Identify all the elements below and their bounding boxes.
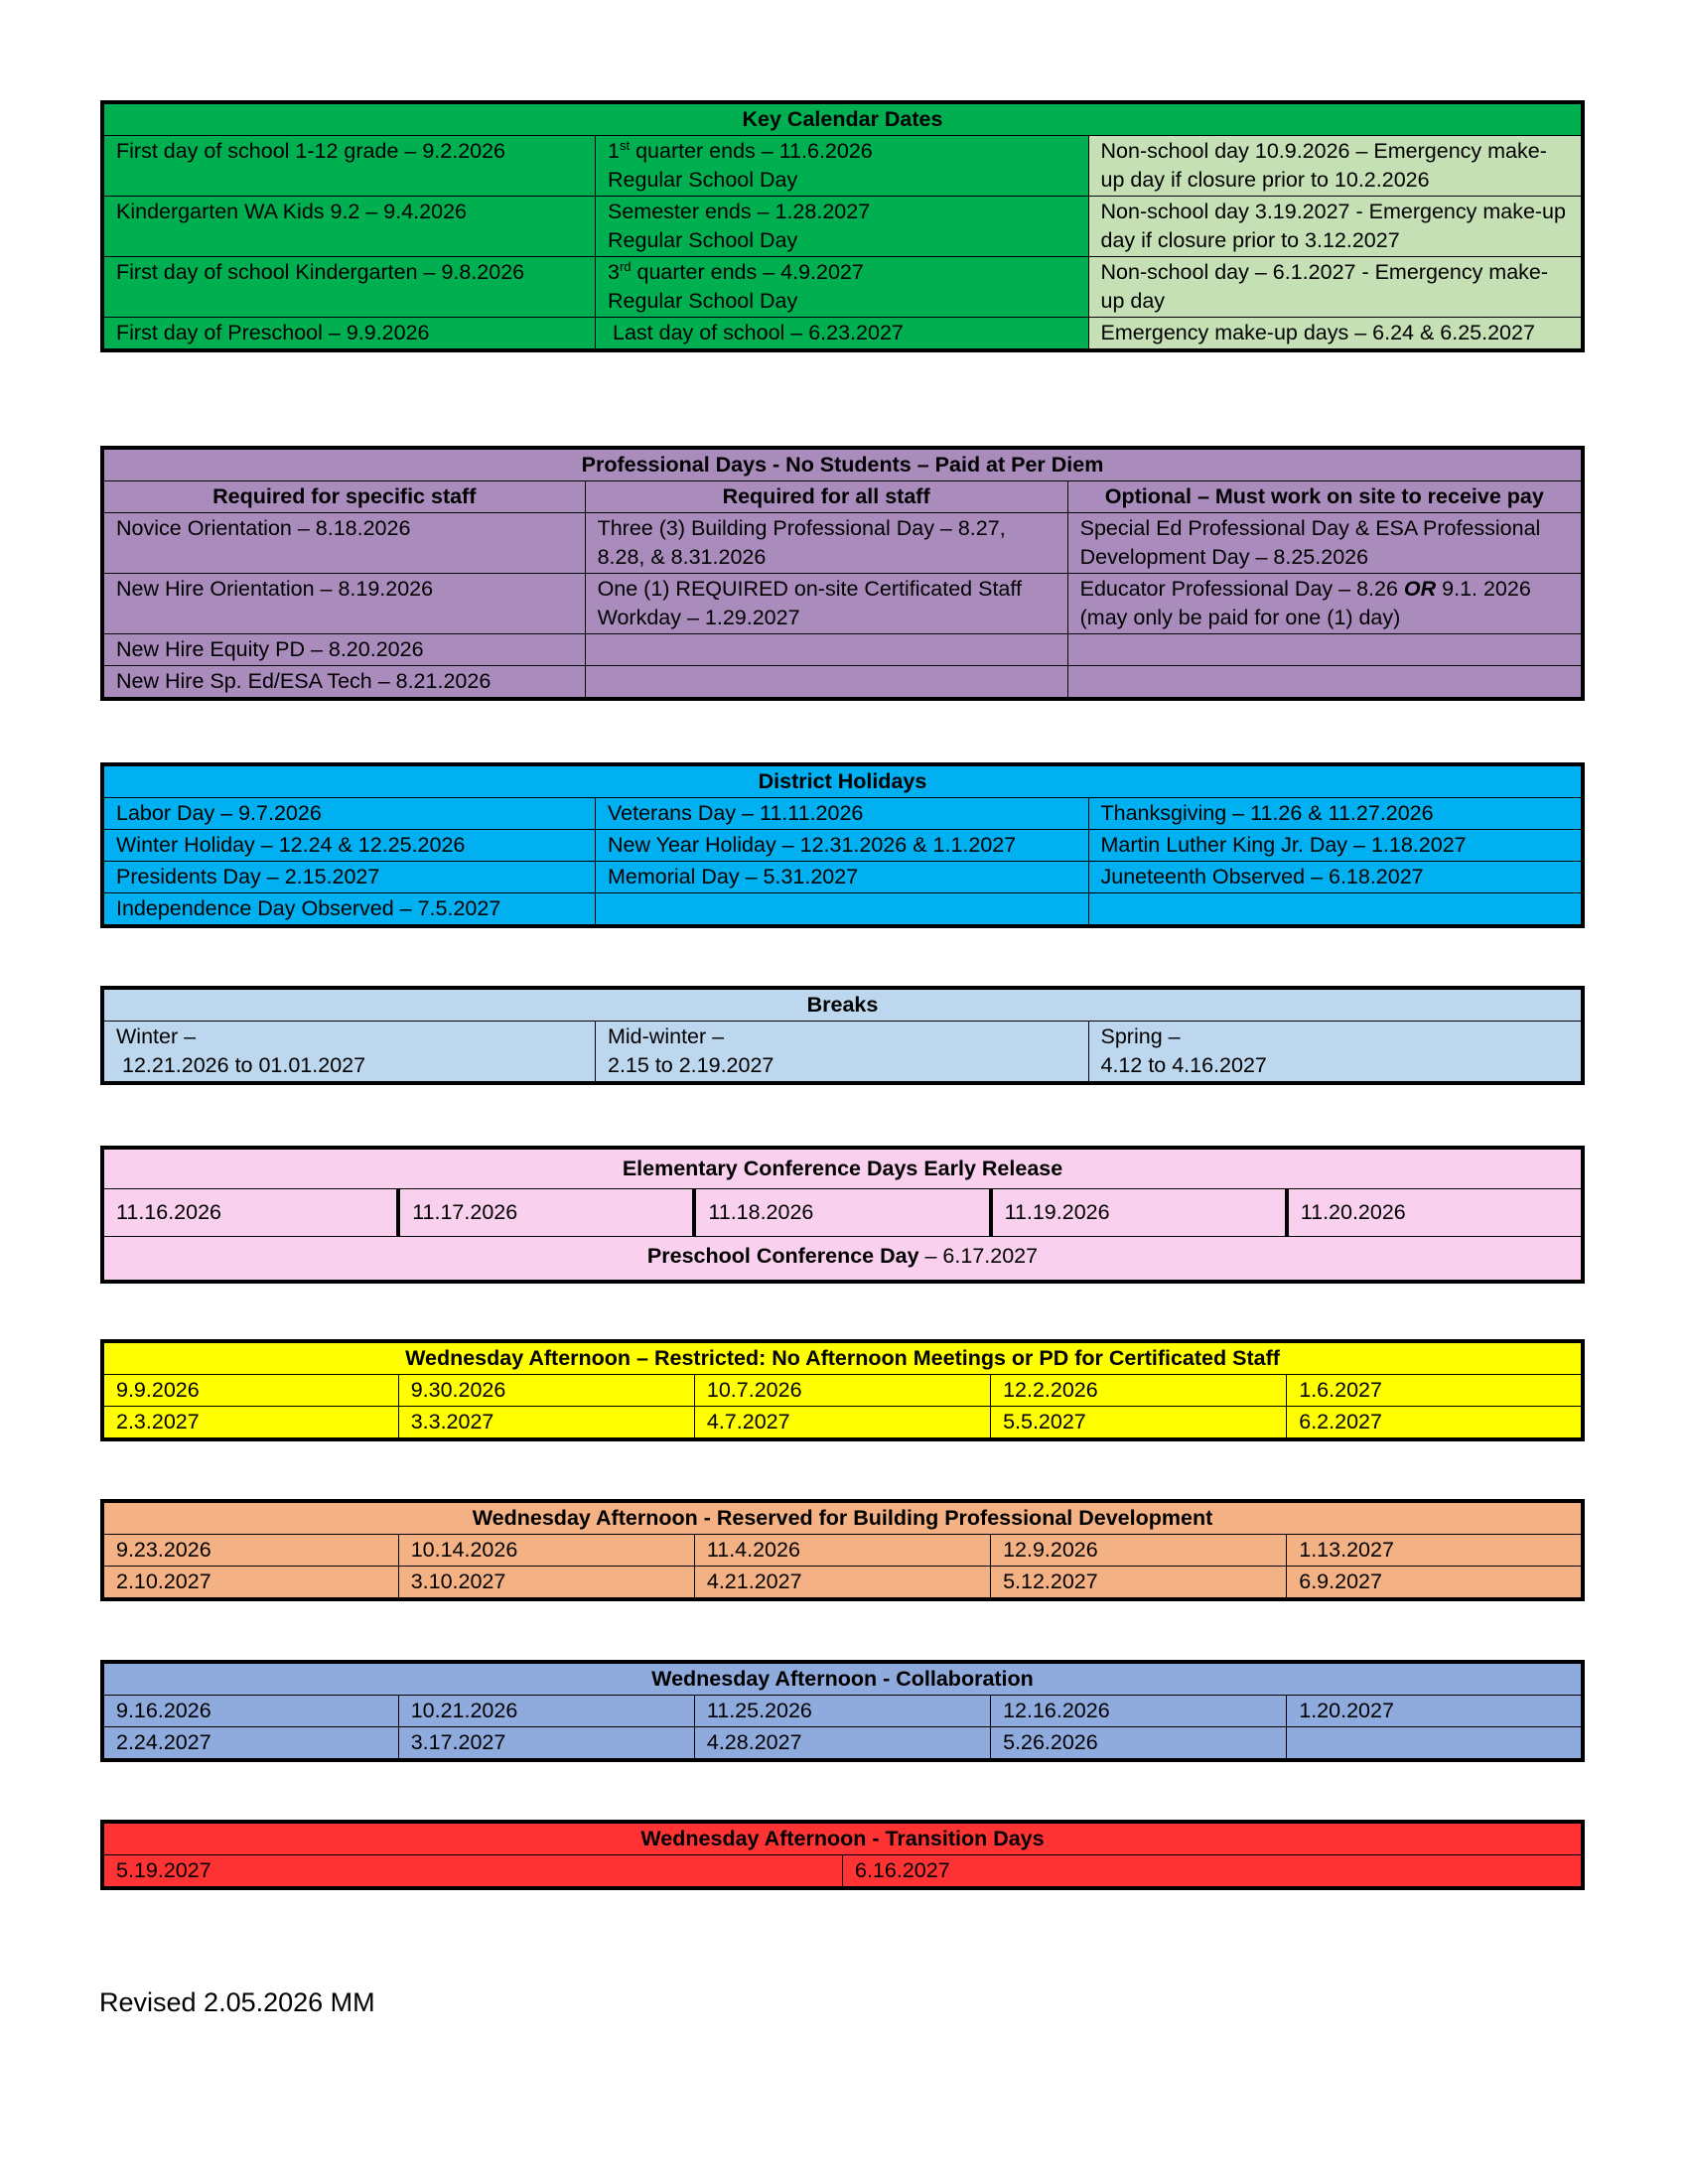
key-date-cell: First day of school 1-12 grade – 9.2.2026	[102, 136, 596, 197]
professional-day-cell: One (1) REQUIRED on-site Certificated Staff Workday – 1.29.2027	[585, 574, 1067, 634]
breaks-title: Breaks	[102, 988, 1583, 1022]
restricted-date-cell: 12.2.2026	[991, 1375, 1287, 1407]
transition-date-cell: 6.16.2027	[843, 1855, 1584, 1889]
professional-day-cell	[1067, 666, 1583, 700]
transition-days-table	[100, 1820, 1585, 1890]
building-pd-date-cell: 9.23.2026	[102, 1535, 398, 1567]
holiday-cell: Independence Day Observed – 7.5.2027	[102, 893, 596, 927]
building-pd-date-cell: 1.13.2027	[1287, 1535, 1583, 1567]
holidays-title: District Holidays	[102, 764, 1583, 798]
conference-title: Elementary Conference Days Early Release	[102, 1148, 1583, 1189]
column-header: Required for specific staff	[102, 481, 585, 513]
holiday-cell: New Year Holiday – 12.31.2026 & 1.1.2027	[596, 830, 1089, 862]
building-pd-date-cell: 12.9.2026	[991, 1535, 1287, 1567]
professional-day-cell	[585, 666, 1067, 700]
key-date-cell: Emergency make-up days – 6.24 & 6.25.2027	[1088, 318, 1583, 351]
key-date-cell: 1st quarter ends – 11.6.2026 Regular School Day	[596, 136, 1089, 197]
collaboration-date-cell: 2.24.2027	[102, 1727, 398, 1761]
professional-day-cell: Special Ed Professional Day & ESA Professional Development Day – 8.25.2026	[1067, 513, 1583, 574]
professional-day-cell: Educator Professional Day – 8.26 OR 9.1. 2026 (may only be paid for one (1) day)	[1067, 574, 1583, 634]
key-date-cell: Non-school day 10.9.2026 – Emergency make-up day if closure prior to 10.2.2026	[1088, 136, 1583, 197]
breaks-table	[100, 986, 1585, 1085]
restricted-date-cell: 6.2.2027	[1287, 1407, 1583, 1440]
building-pd-date-cell: 4.21.2027	[694, 1567, 990, 1600]
holiday-cell: Veterans Day – 11.11.2026	[596, 798, 1089, 830]
building-pd-wednesdays-table	[100, 1499, 1585, 1601]
professional-day-cell	[1067, 634, 1583, 666]
building-pd-date-cell: 6.9.2027	[1287, 1567, 1583, 1600]
collaboration-date-cell	[1287, 1727, 1583, 1761]
transition-title: Wednesday Afternoon - Transition Days	[102, 1822, 1583, 1855]
column-header: Required for all staff	[585, 481, 1067, 513]
collaboration-date-cell: 5.26.2026	[991, 1727, 1287, 1761]
collaboration-date-cell: 11.25.2026	[694, 1696, 990, 1727]
restricted-date-cell: 3.3.2027	[398, 1407, 694, 1440]
holiday-cell	[596, 893, 1089, 927]
building-pd-date-cell: 11.4.2026	[694, 1535, 990, 1567]
collaboration-date-cell: 9.16.2026	[102, 1696, 398, 1727]
restricted-date-cell: 9.9.2026	[102, 1375, 398, 1407]
collaboration-date-cell: 12.16.2026	[991, 1696, 1287, 1727]
break-cell: Spring – 4.12 to 4.16.2027	[1088, 1022, 1583, 1084]
holiday-cell: Thanksgiving – 11.26 & 11.27.2026	[1088, 798, 1583, 830]
restricted-date-cell: 4.7.2027	[694, 1407, 990, 1440]
key-date-cell: Non-school day – 6.1.2027 - Emergency make-up day	[1088, 257, 1583, 318]
holiday-cell	[1088, 893, 1583, 927]
restricted-date-cell: 10.7.2026	[694, 1375, 990, 1407]
professional-days-title: Professional Days - No Students – Paid at Per Diem	[102, 448, 1583, 481]
professional-day-cell: New Hire Orientation – 8.19.2026	[102, 574, 585, 634]
professional-day-cell	[585, 634, 1067, 666]
restricted-date-cell: 1.6.2027	[1287, 1375, 1583, 1407]
break-cell: Mid-winter – 2.15 to 2.19.2027	[596, 1022, 1089, 1084]
conference-date-cell: 11.19.2026	[991, 1189, 1287, 1237]
column-header: Optional – Must work on site to receive pay	[1067, 481, 1583, 513]
restricted-wednesdays-table	[100, 1339, 1585, 1441]
collaboration-title: Wednesday Afternoon - Collaboration	[102, 1662, 1583, 1696]
professional-day-cell: Novice Orientation – 8.18.2026	[102, 513, 585, 574]
conference-date-cell: 11.16.2026	[102, 1189, 398, 1237]
key-date-cell: Semester ends – 1.28.2027 Regular School Day	[596, 197, 1089, 257]
key-calendar-dates-table	[100, 100, 1585, 352]
conference-date-cell: 11.20.2026	[1287, 1189, 1583, 1237]
key-date-cell: Last day of school – 6.23.2027	[596, 318, 1089, 351]
holiday-cell: Winter Holiday – 12.24 & 12.25.2026	[102, 830, 596, 862]
holiday-cell: Memorial Day – 5.31.2027	[596, 862, 1089, 893]
conference-days-table	[100, 1146, 1585, 1284]
key-date-cell: First day of school Kindergarten – 9.8.2026	[102, 257, 596, 318]
key-date-cell: Kindergarten WA Kids 9.2 – 9.4.2026	[102, 197, 596, 257]
building-pd-date-cell: 3.10.2027	[398, 1567, 694, 1600]
key-date-cell: First day of Preschool – 9.9.2026	[102, 318, 596, 351]
building-pd-title: Wednesday Afternoon - Reserved for Building Professional Development	[102, 1501, 1583, 1535]
holiday-cell: Juneteenth Observed – 6.18.2027	[1088, 862, 1583, 893]
professional-days-table	[100, 446, 1585, 701]
building-pd-date-cell: 5.12.2027	[991, 1567, 1287, 1600]
break-cell: Winter – 12.21.2026 to 01.01.2027	[102, 1022, 596, 1084]
district-holidays-table	[100, 762, 1585, 928]
conference-date-cell: 11.18.2026	[694, 1189, 990, 1237]
professional-day-cell: Three (3) Building Professional Day – 8.27, 8.28, & 8.31.2026	[585, 513, 1067, 574]
collaboration-wednesdays-table	[100, 1660, 1585, 1762]
holiday-cell: Martin Luther King Jr. Day – 1.18.2027	[1088, 830, 1583, 862]
restricted-date-cell: 5.5.2027	[991, 1407, 1287, 1440]
transition-date-cell: 5.19.2027	[102, 1855, 843, 1889]
holiday-cell: Presidents Day – 2.15.2027	[102, 862, 596, 893]
key-date-cell: 3rd quarter ends – 4.9.2027 Regular School Day	[596, 257, 1089, 318]
key-date-cell: Non-school day 3.19.2027 - Emergency make-up day if closure prior to 3.12.2027	[1088, 197, 1583, 257]
conference-date-cell: 11.17.2026	[398, 1189, 694, 1237]
building-pd-date-cell: 10.14.2026	[398, 1535, 694, 1567]
collaboration-date-cell: 10.21.2026	[398, 1696, 694, 1727]
restricted-title: Wednesday Afternoon – Restricted: No Afternoon Meetings or PD for Certificated Staff	[102, 1341, 1583, 1375]
collaboration-date-cell: 3.17.2027	[398, 1727, 694, 1761]
restricted-date-cell: 2.3.2027	[102, 1407, 398, 1440]
professional-day-cell: New Hire Equity PD – 8.20.2026	[102, 634, 585, 666]
professional-day-cell: New Hire Sp. Ed/ESA Tech – 8.21.2026	[102, 666, 585, 700]
key-dates-title: Key Calendar Dates	[102, 102, 1583, 136]
collaboration-date-cell: 4.28.2027	[694, 1727, 990, 1761]
collaboration-date-cell: 1.20.2027	[1287, 1696, 1583, 1727]
building-pd-date-cell: 2.10.2027	[102, 1567, 398, 1600]
revised-note: Revised 2.05.2026 MM	[99, 1987, 375, 2017]
holiday-cell: Labor Day – 9.7.2026	[102, 798, 596, 830]
restricted-date-cell: 9.30.2026	[398, 1375, 694, 1407]
preschool-conference-day: Preschool Conference Day – 6.17.2027	[102, 1237, 1583, 1283]
